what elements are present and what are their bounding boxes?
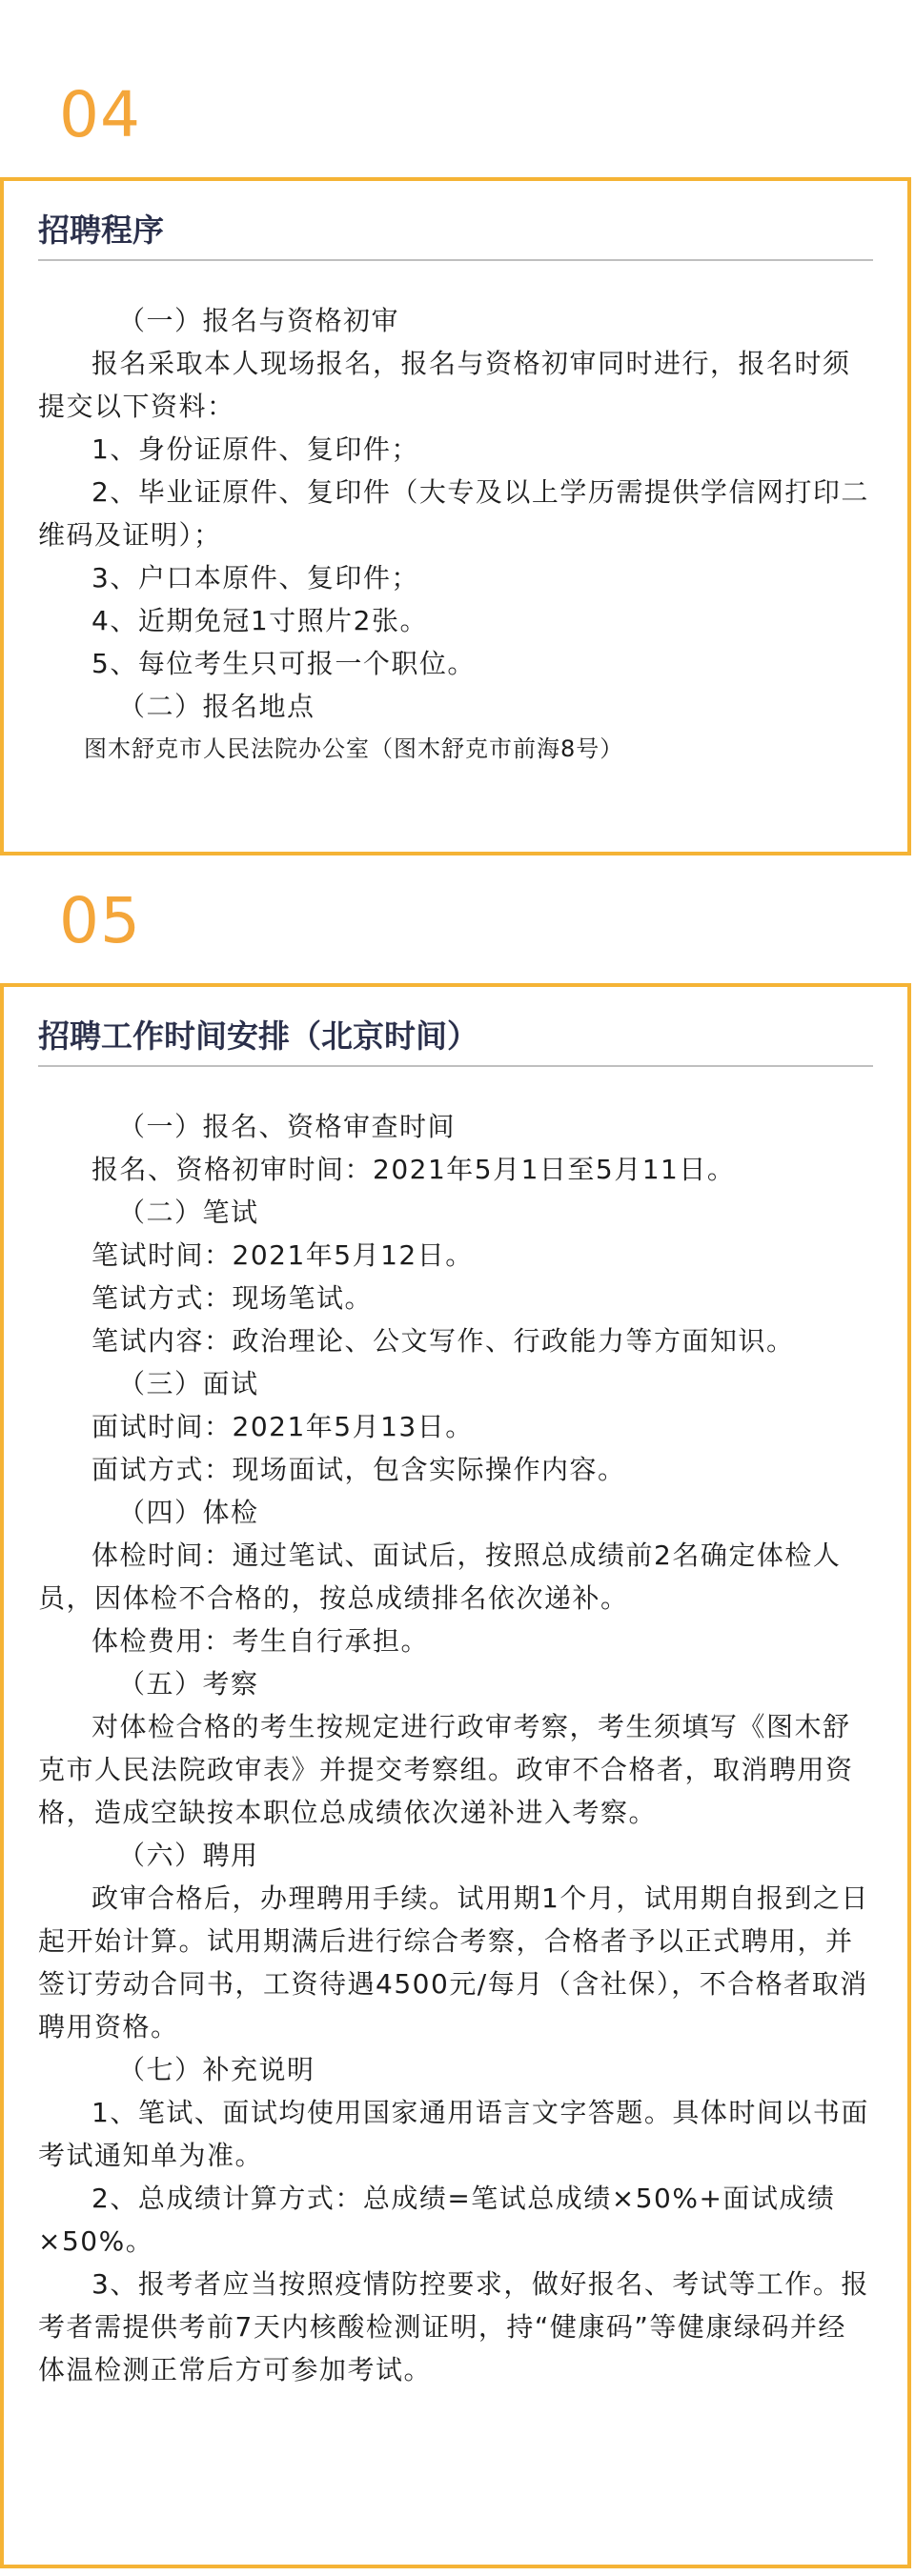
paragraph: 2、总成绩计算方式：总成绩=笔试总成绩×50%+面试成绩×50%。 <box>38 2183 836 2257</box>
subheading: （二）报名地点 <box>118 691 315 722</box>
list-item: 4、近期免冠1寸照片2张。 <box>92 605 428 636</box>
subheading: （六）聘用 <box>118 1840 259 1871</box>
list-item: 1、身份证原件、复印件； <box>92 433 419 465</box>
section-card-schedule <box>0 983 911 2568</box>
paragraph: 对体检合格的考生按规定进行政审考察，考生须填写《图木舒克市人民法院政审表》并提交考察组。政审不合格者，取消聘用资格，造成空缺按本职位总成绩依次递补进入考察。 <box>38 1711 854 1828</box>
section-title: 招聘程序 <box>38 211 164 249</box>
paragraph: 面试时间：2021年5月13日。 <box>92 1411 474 1442</box>
section-card-recruitment-procedure <box>0 177 911 855</box>
section-body <box>38 1105 873 2391</box>
paragraph: 1、笔试、面试均使用国家通用语言文字答题。具体时间以书面考试通知单为准。 <box>38 2097 869 2171</box>
paragraph: 笔试内容：政治理论、公文写作、行政能力等方面知识。 <box>92 1325 795 1357</box>
title-divider <box>38 259 873 261</box>
section-title: 招聘工作时间安排（北京时间） <box>38 1017 478 1055</box>
subheading: （二）笔试 <box>118 1197 259 1228</box>
paragraph: 面试方式：现场面试，包含实际操作内容。 <box>92 1454 626 1485</box>
paragraph: 体检时间：通过笔试、面试后，按照总成绩前2名确定体检人员，因体检不合格的，按总成绩排名依次递补。 <box>38 1540 842 1614</box>
paragraph: 笔试时间：2021年5月12日。 <box>92 1239 474 1271</box>
subheading: （七）补充说明 <box>118 2054 315 2085</box>
subheading: （一）报名与资格初审 <box>118 305 400 336</box>
subheading: （一）报名、资格审查时间 <box>118 1111 457 1142</box>
section-body <box>38 299 873 771</box>
title-divider <box>38 1065 873 1067</box>
subheading: （五）考察 <box>118 1668 259 1700</box>
paragraph: 报名采取本人现场报名，报名与资格初审同时进行，报名时须提交以下资料： <box>38 348 851 422</box>
paragraph: 报名、资格初审时间：2021年5月1日至5月11日。 <box>92 1154 736 1185</box>
section-number-04: 04 <box>59 78 141 151</box>
paragraph: 3、报考者应当按照疫情防控要求，做好报名、考试等工作。报考者需提供考前7天内核酸检测证明，持“健康码”等健康绿码并经体温检测正常后方可参加考试。 <box>38 2268 869 2385</box>
list-item: 5、每位考生只可报一个职位。 <box>92 648 476 679</box>
paragraph: 体检费用：考生自行承担。 <box>92 1625 430 1657</box>
subheading: （三）面试 <box>118 1368 259 1399</box>
list-item: 3、户口本原件、复印件； <box>92 562 419 594</box>
paragraph: 政审合格后，办理聘用手续。试用期1个月，试用期自报到之日起开始计算。试用期满后进行综合考察，合格者予以正式聘用，并签订劳动合同书，工资待遇4500元/每月（含社保），不合格者取消聘用资格。 <box>38 1882 869 2043</box>
address-text: 图木舒克市人民法院办公室（图木舒克市前海8号） <box>84 735 624 762</box>
list-item: 2、毕业证原件、复印件（大专及以上学历需提供学信网打印二维码及证明）； <box>38 476 869 551</box>
subheading: （四）体检 <box>118 1497 259 1528</box>
section-number-05: 05 <box>59 884 141 957</box>
paragraph: 笔试方式：现场笔试。 <box>92 1282 374 1314</box>
